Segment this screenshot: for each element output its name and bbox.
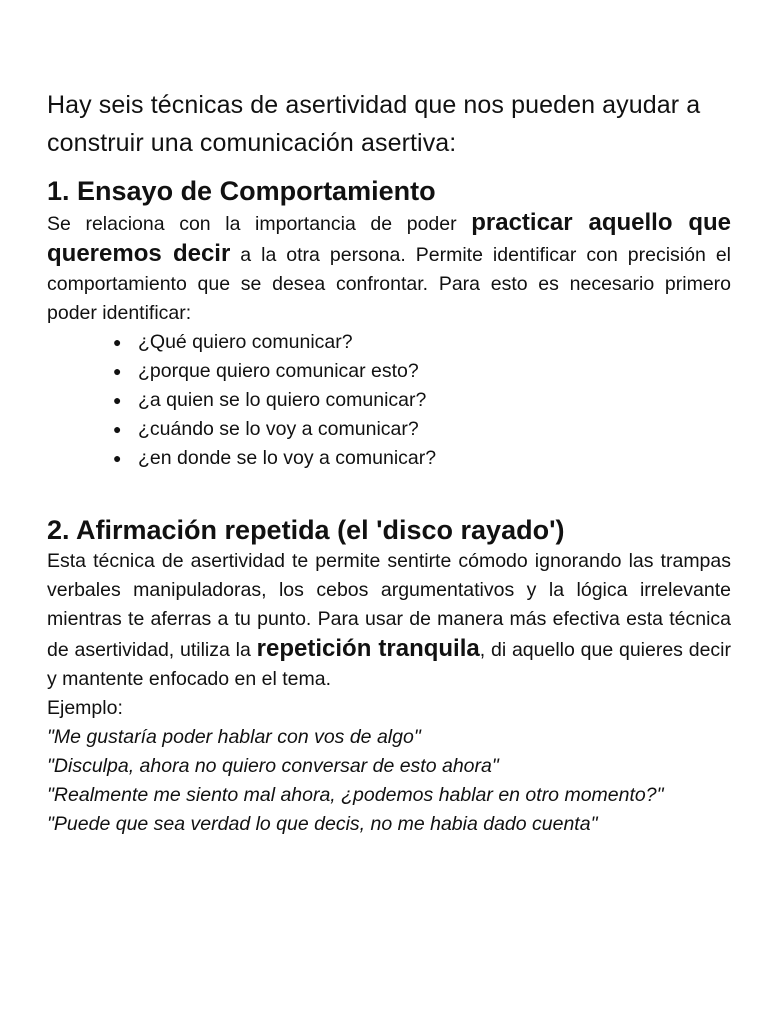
section-spacer <box>47 473 731 513</box>
example-quote: "Disculpa, ahora no quiero conversar de esto ahora" <box>47 755 499 777</box>
bullet-icon: ● <box>113 363 122 379</box>
bullet-icon: ● <box>113 392 122 408</box>
example-label: Ejemplo: <box>47 697 123 719</box>
list-item: ● ¿Qué quiero comunicar? <box>113 328 731 357</box>
list-item: ● ¿en donde se lo voy a comunicar? <box>113 444 731 473</box>
section-1-heading: 1. Ensayo de Comportamiento <box>47 176 436 206</box>
bullet-icon: ● <box>113 450 122 466</box>
list-item: ● ¿a quien se lo quiero comunicar? <box>113 386 731 415</box>
section-2-text-a: Esta técnica de asertividad te permite sentirte cómodo ignorando las trampas verbales manipuladoras, los cebos argumentativos y la lógica irrelevante mientras te aferras a tu punto. Para usar de manera más efectiva esta técnica de asertividad, utiliza la <box>47 550 731 661</box>
section-2-emphasis: repetición tranquila <box>256 635 480 662</box>
section-1-text-b: a la otra persona. Permite identificar con precisión el comportamiento que se desea confrontar. Para esto es necesario primero poder identificar: <box>47 244 731 324</box>
document-page <box>47 86 731 839</box>
example-quote: "Puede que sea verdad lo que decis, no me habia dado cuenta" <box>47 813 598 835</box>
section-1-emphasis: practicar aquello que queremos decir <box>47 209 732 267</box>
section-2-heading: 2. Afirmación repetida (el 'disco rayado') <box>47 515 565 545</box>
bullet-icon: ● <box>113 334 122 350</box>
list-item: ● ¿cuándo se lo voy a comunicar? <box>113 415 731 444</box>
section-2-paragraph <box>47 547 731 694</box>
example-quote: "Me gustaría poder hablar con vos de algo" <box>47 726 421 748</box>
example-quote: "Realmente me siento mal ahora, ¿podemos hablar en otro momento?" <box>47 784 664 806</box>
intro-text: Hay seis técnicas de asertividad que nos pueden ayudar a construir una comunicación asertiva: <box>47 91 701 157</box>
list-item: ● ¿porque quiero comunicar esto? <box>113 357 731 386</box>
section-1-text-a: Se relaciona con la importancia de poder <box>47 213 472 235</box>
section-1-bullet-list <box>47 328 731 473</box>
section-2-text-b: , di aquello que quieres decir y mantente enfocado en el tema. <box>47 639 731 690</box>
bullet-icon: ● <box>113 421 122 437</box>
section-1-paragraph <box>47 208 731 328</box>
